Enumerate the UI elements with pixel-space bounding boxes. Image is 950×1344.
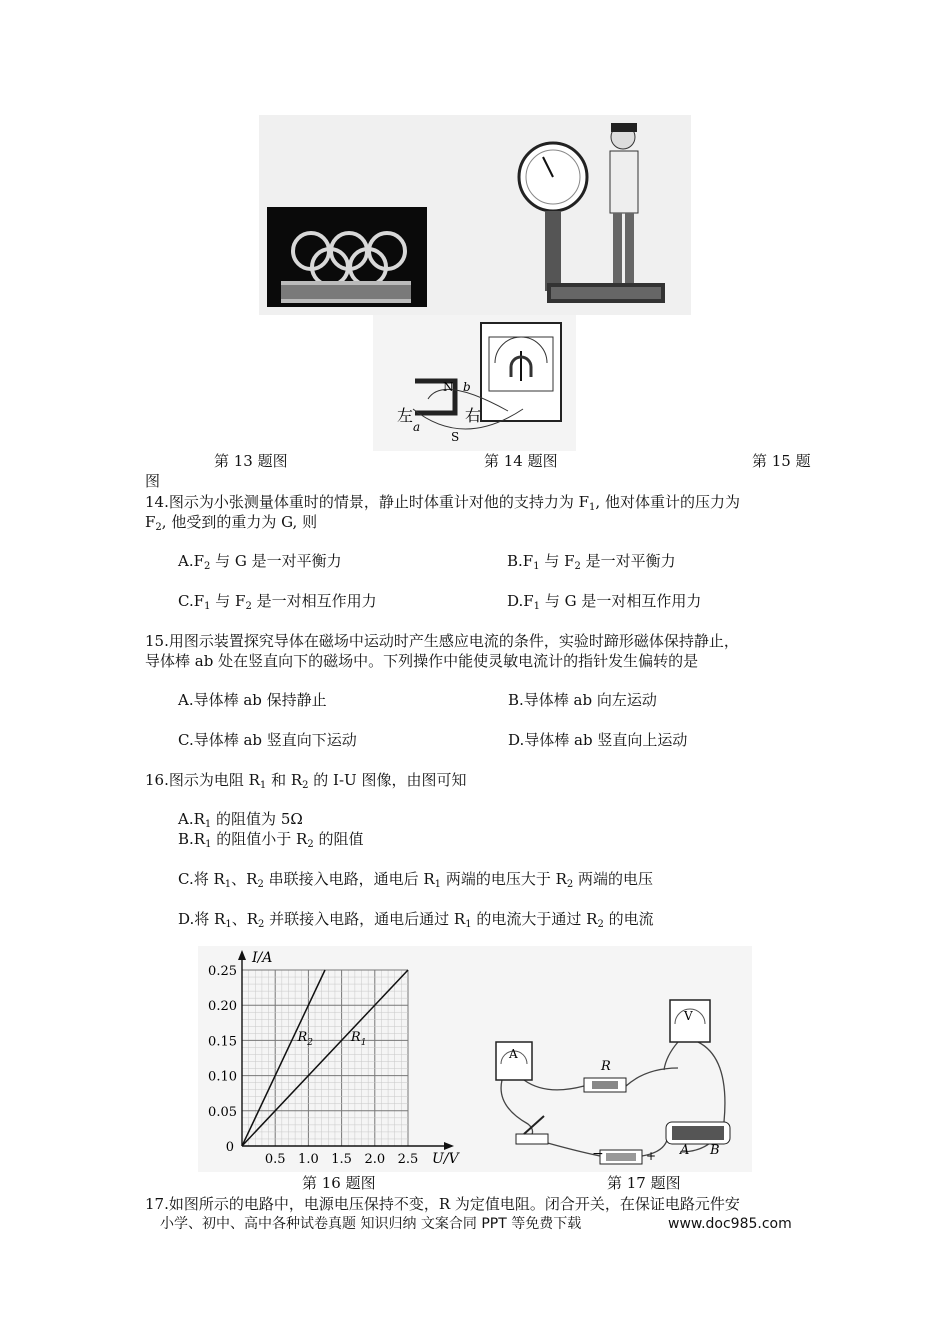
fig15-s-label: S <box>451 430 460 444</box>
q15-option-d: D.导体棒 ab 竖直向上运动 <box>508 731 688 749</box>
q16-stem: 16.图示为电阻 $R_1$ 和 $R_2$ 的 I-U 图像，由图可知 <box>145 771 467 791</box>
x-axis-arrow <box>444 1142 454 1150</box>
q16-option-d: D.将 $R_1$、$R_2$ 并联接入电路，通电后通过 $R_1$ 的电流大于通过 $R_2$ 的电流 <box>178 910 654 930</box>
fig15-caption-wrap: 图 <box>145 472 161 490</box>
q14-option-a: $A.F_2$ 与 G 是一对平衡力 <box>178 552 342 572</box>
y-tick-label: 0.05 <box>208 1104 237 1120</box>
fig17-ammeter-label: A <box>509 1047 518 1061</box>
fig13-caption: 第 13 题图 <box>214 452 288 470</box>
fig14-weighing-scale-image <box>495 115 691 315</box>
fig16-iu-chart <box>198 946 466 1172</box>
q16-option-c: C.将 $R_1$、$R_2$ 串联接入电路，通电后 $R_1$ 两端的电压大于 $R_2$ 两端的电压 <box>178 870 654 890</box>
fig17-battery-minus: − <box>592 1146 604 1162</box>
fig17-circuit-image <box>466 946 752 1172</box>
series-label-r2: $R_2$ <box>297 1029 313 1048</box>
fig13-olympic-rings-image <box>259 115 495 315</box>
q14-option-d: $D.F_1$ 与 G 是一对相互作用力 <box>507 592 702 612</box>
fig17-rheostat-b-label: B <box>710 1143 720 1158</box>
fig15-caption: 第 15 题 <box>752 452 811 470</box>
series-line-r1 <box>242 970 408 1146</box>
fig17-voltmeter-label: V <box>684 1009 693 1023</box>
x-tick-label: 1.0 <box>298 1152 319 1167</box>
fig17-rheostat-a-label: A <box>680 1143 690 1158</box>
fig15-induction-apparatus-image <box>373 315 576 451</box>
q15-option-c: C.导体棒 ab 竖直向下运动 <box>178 731 357 749</box>
q16-option-b: $B.R_1$ 的阻值小于 $R_2$ 的阻值 <box>178 830 364 850</box>
q15-option-b: B.导体棒 ab 向左运动 <box>508 691 657 709</box>
y-tick-label: 0.10 <box>208 1069 237 1085</box>
x-axis-label: U/V <box>432 1151 459 1167</box>
y-axis-arrow <box>238 950 246 960</box>
footer-text: 小学、初中、高中各种试卷真题 知识归纳 文案合同 PPT 等免费下载 <box>160 1216 582 1232</box>
x-tick-label: 0.5 <box>264 1152 286 1167</box>
y-tick-label: 0.15 <box>208 1034 237 1050</box>
q16-option-a: $A.R_1$ 的阻值为 5Ω <box>178 810 303 830</box>
fig17-resistor-label: R <box>601 1059 611 1074</box>
fig15-a-label: a <box>413 420 421 434</box>
x-tick-label: 2.0 <box>364 1152 386 1167</box>
origin-label: 0 <box>225 1140 234 1155</box>
fig17-caption: 第 17 题图 <box>607 1174 681 1192</box>
q14-stem-line2: $F_2$, 他受到的重力为 G, 则 <box>145 513 318 533</box>
series-line-r2 <box>242 970 325 1146</box>
x-tick-label: 1.5 <box>331 1152 352 1167</box>
fig14-caption: 第 14 题图 <box>484 452 558 470</box>
fig17-battery-plus: + <box>646 1149 657 1163</box>
fig15-n-label: N <box>443 380 454 394</box>
fig15-right-label: 右 <box>465 406 482 425</box>
fig15-b-label: b <box>463 380 471 394</box>
y-tick-label: 0.25 <box>208 964 237 979</box>
x-tick-label: 2.5 <box>397 1152 419 1167</box>
q15-option-a: A.导体棒 ab 保持静止 <box>178 691 327 709</box>
fig15-left-label: 左 <box>397 406 414 425</box>
series-label-r1: $R_1$ <box>350 1029 367 1048</box>
q17-stem: 17.如图所示的电路中，电源电压保持不变，R 为定值电阻。闭合开关，在保证电路元件安 <box>145 1195 740 1213</box>
q14-option-c: $C.F_1$ 与 $F_2$ 是一对相互作用力 <box>178 592 377 612</box>
fig16-caption: 第 16 题图 <box>302 1174 376 1192</box>
q14-stem-line1: 14.图示为小张测量体重时的情景，静止时体重计对他的支持力为 $F_1$, 他对体重计的压力为 <box>145 493 740 513</box>
y-axis-label: I/A <box>252 950 273 966</box>
q15-stem-line2: 导体棒 ab 处在竖直向下的磁场中。下列操作中能使灵敏电流计的指针发生偏转的是 <box>145 652 699 670</box>
q14-option-b: $B.F_1$ 与 $F_2$ 是一对平衡力 <box>507 552 676 572</box>
y-tick-label: 0.20 <box>208 999 237 1015</box>
footer-url[interactable]: www.doc985.com <box>668 1216 792 1232</box>
q15-stem-line1: 15.用图示装置探究导体在磁场中运动时产生感应电流的条件，实验时蹄形磁体保持静止， <box>145 632 739 650</box>
